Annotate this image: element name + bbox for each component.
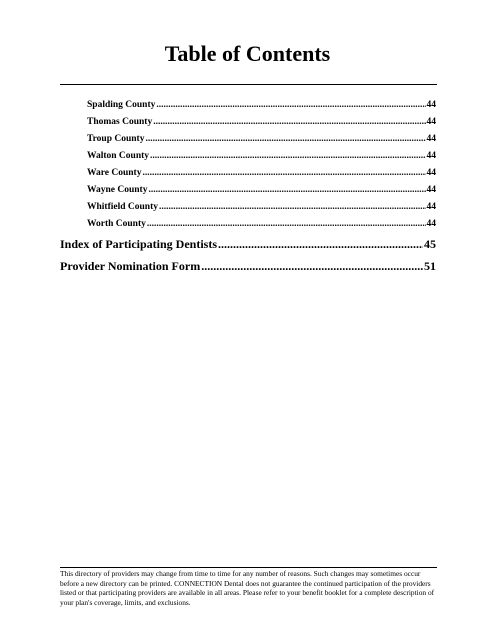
dot-leader — [218, 236, 423, 252]
dot-leader — [145, 132, 425, 146]
toc-entry-spalding-county[interactable] — [87, 98, 436, 112]
toc-entry-troup-county[interactable] — [87, 132, 436, 146]
toc-entry-label: Thomas County — [87, 117, 153, 127]
dot-leader — [159, 200, 426, 214]
toc-entry-page: 44 — [426, 151, 436, 161]
toc-entry-page: 44 — [426, 185, 436, 195]
toc-entry-page: 44 — [426, 134, 436, 144]
toc-entry-page: 51 — [424, 259, 436, 273]
toc-entry-label: Troup County — [87, 134, 145, 144]
toc-entry-worth-county[interactable] — [87, 217, 436, 231]
toc-entry-ware-county[interactable] — [87, 166, 436, 180]
toc-entry-index-of-participating-dentists[interactable] — [60, 236, 436, 252]
dot-leader — [150, 149, 425, 163]
dot-leader — [153, 115, 425, 129]
dot-leader — [201, 258, 423, 274]
dot-leader — [156, 98, 425, 112]
toc-entry-label: Whitfield County — [87, 202, 158, 212]
toc-entry-thomas-county[interactable] — [87, 115, 436, 129]
toc-entry-provider-nomination-form[interactable] — [60, 258, 436, 274]
footer-divider — [60, 567, 437, 568]
toc-entry-page: 44 — [426, 202, 436, 212]
toc-entry-page: 44 — [426, 100, 436, 110]
footer-disclaimer: This directory of providers may change from time to time for any number of reasons. Such changes may sometimes occur before a new directory can be printed. CONNECTION Dental does not guarantee the continued participation of the providers listed or that participating providers are available in all areas. Please refer to your benefit booklet for a complete description of your plan's coverage, limits, and exclusions. — [60, 569, 435, 607]
dot-leader — [147, 217, 426, 231]
dot-leader — [142, 166, 425, 180]
toc-entry-wayne-county[interactable] — [87, 183, 436, 197]
toc-entry-page: 44 — [426, 117, 436, 127]
toc-entry-label: Walton County — [87, 151, 150, 161]
toc-entry-label: Index of Participating Dentists — [60, 237, 217, 251]
toc-entry-walton-county[interactable] — [87, 149, 436, 163]
toc-entry-whitfield-county[interactable] — [87, 200, 436, 214]
toc-entry-label: Ware County — [87, 168, 142, 178]
toc-entry-label: Provider Nomination Form — [60, 259, 201, 273]
toc-entry-page: 45 — [424, 237, 436, 251]
toc-entry-label: Worth County — [87, 219, 146, 229]
toc-entry-label: Wayne County — [87, 185, 148, 195]
toc-entry-label: Spalding County — [87, 100, 156, 110]
toc-entry-page: 44 — [426, 168, 436, 178]
toc-entry-page: 44 — [426, 219, 436, 229]
page-title: Table of Contents — [164, 41, 331, 66]
dot-leader — [148, 183, 425, 197]
